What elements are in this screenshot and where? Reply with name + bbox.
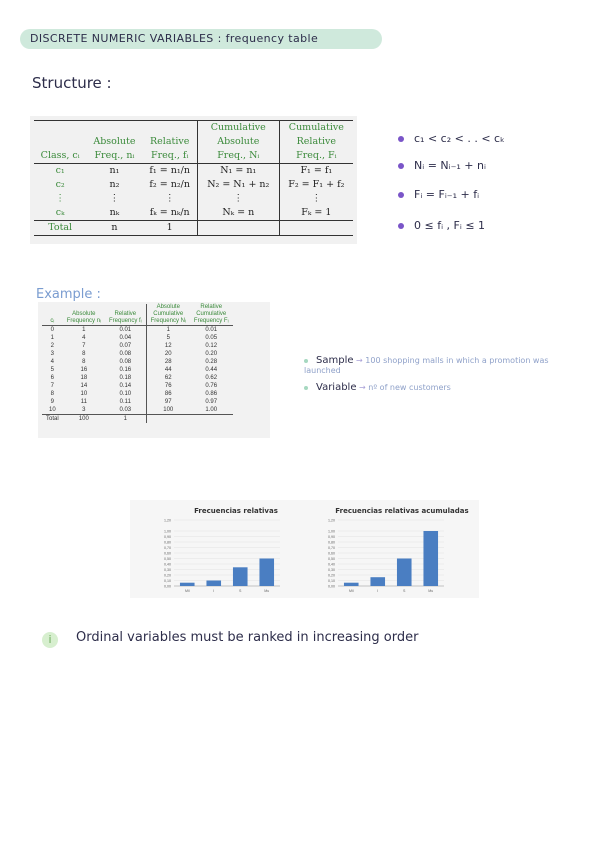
header-cell (86, 121, 142, 136)
header-cell: Freq., Fᵢ (279, 149, 353, 164)
header-cell: Relative (114, 311, 137, 317)
table-cell: 5 (146, 334, 190, 342)
header-cell: Relative (200, 304, 223, 310)
header-cell (42, 304, 63, 311)
bullet-item (398, 219, 485, 232)
y-tick-label: 0,10 (328, 579, 335, 583)
header-cell: Frequency Fᵢ (190, 318, 233, 326)
table-cell: c₁ (55, 165, 65, 176)
table-cell: 20 (146, 350, 190, 358)
table-cell: ⋮ (55, 193, 65, 204)
chart-title: Frecuencias relativas (194, 507, 278, 515)
table-cell: 1 (82, 327, 86, 333)
header-cell: Cumulative (196, 311, 227, 317)
header-cell: Cumulative (146, 311, 190, 318)
header-cell: Frequency Nᵢ (146, 318, 190, 326)
table-cell: 6 (50, 375, 55, 381)
sample-note (304, 355, 580, 375)
table-cell: f₁ = n₁/n (149, 165, 190, 176)
bullet-dot-icon (398, 136, 404, 142)
table-cell (190, 415, 233, 424)
table-row (34, 164, 353, 179)
table-cell: 0.20 (205, 351, 218, 357)
table-cell: 0.14 (119, 383, 132, 389)
table-row (42, 406, 233, 415)
table-row (42, 326, 233, 335)
header-cell (34, 135, 86, 149)
header-cell: Class, cᵢ (34, 149, 86, 164)
table-cell: 2 (50, 343, 55, 349)
bullet-item (398, 132, 505, 145)
header-cell (34, 121, 86, 136)
example-table-container (38, 302, 270, 438)
y-tick-label: 0,80 (328, 540, 335, 545)
info-icon: i (42, 632, 58, 648)
table-cell: 4 (50, 359, 55, 365)
bar (180, 583, 195, 586)
y-tick-label: 0,20 (164, 573, 171, 578)
table-cell: 0.28 (205, 359, 218, 365)
table-cell: 0.04 (119, 335, 132, 341)
table-cell: 0.03 (119, 407, 132, 413)
y-tick-label: 0,40 (328, 562, 335, 567)
header-cell: cᵢ (42, 318, 63, 326)
table-cell: 12 (146, 342, 190, 350)
table-row (42, 374, 233, 382)
y-tick-label: 0,10 (164, 579, 171, 583)
note-text: nº of new customers (368, 383, 451, 392)
y-tick-label: 1,00 (328, 529, 335, 534)
page-title: DISCRETE NUMERIC VARIABLES : frequency table (20, 29, 382, 49)
y-tick-label: 1,00 (164, 529, 171, 534)
table-cell: 8 (82, 359, 86, 365)
table-row (42, 398, 233, 406)
table-cell: F₂ = F₁ + f₂ (279, 178, 353, 192)
table-cell: n₂ (109, 179, 120, 190)
header-cell: Cumulative (197, 121, 279, 136)
table-cell: 1 (105, 415, 146, 424)
table-row (42, 342, 233, 350)
y-tick-label: 0,00 (164, 584, 171, 589)
structure-table-container (30, 116, 357, 244)
bullet-item (398, 159, 486, 172)
table-row (42, 382, 233, 390)
bar (259, 559, 274, 587)
table-cell: N₂ = N₁ + n₂ (197, 178, 279, 192)
table-cell: cₖ (55, 207, 65, 218)
bullet-dot-icon (304, 386, 308, 390)
table-cell: 1 (143, 221, 198, 236)
table-row (42, 366, 233, 374)
table-cell: c₂ (55, 179, 65, 190)
table-cell: 44 (146, 366, 190, 374)
table-cell: 0.18 (119, 375, 132, 381)
table-cell: ⋮ (279, 192, 353, 206)
table-cell: fₖ = nₖ/n (149, 207, 190, 218)
table-cell: 7 (82, 343, 86, 349)
table-cell: F₁ = f₁ (279, 164, 353, 179)
table-row (34, 178, 353, 192)
table-cell: 18 (80, 375, 88, 381)
table-cell: 0.44 (205, 367, 218, 373)
header-cell: Absolute (197, 135, 279, 149)
table-cell: ⋮ (109, 193, 120, 204)
header-cell: Frequency fᵢ (105, 318, 146, 326)
bullet-text: Fᵢ = Fᵢ₋₁ + fᵢ (414, 188, 480, 201)
table-row (34, 206, 353, 221)
bar (206, 581, 221, 587)
table-cell: 28 (146, 358, 190, 366)
table-cell: 10 (80, 391, 88, 397)
table-cell: 0.12 (205, 343, 218, 349)
table-row (42, 358, 233, 366)
header-cell: Freq., fᵢ (143, 149, 198, 164)
table-cell: 0.86 (205, 391, 218, 397)
table-cell: 4 (82, 335, 86, 341)
header-cell: Relative (279, 135, 353, 149)
table-cell: 0.05 (205, 335, 218, 341)
table-cell: 3 (50, 351, 55, 357)
table-cell: 0.08 (119, 351, 132, 357)
table-cell: 0.01 (119, 327, 132, 333)
bullet-dot-icon (398, 192, 404, 198)
table-cell: 0.16 (119, 367, 132, 373)
header-cell (143, 121, 198, 136)
arrow-right-icon: → (356, 356, 363, 365)
bullet-dot-icon (398, 223, 404, 229)
table-row (42, 350, 233, 358)
note-text: 100 shopping malls in which a promotion was launched (304, 356, 549, 375)
y-tick-label: 0,30 (328, 568, 335, 572)
table-cell: 1.00 (205, 407, 218, 413)
y-tick-label: 0,50 (164, 557, 171, 561)
table-cell: 0.76 (205, 383, 218, 389)
table-cell: f₂ = n₂/n (149, 179, 190, 190)
table-cell: 0.11 (119, 399, 131, 405)
y-tick-label: 0,60 (328, 551, 335, 556)
y-tick-label: 0,40 (164, 562, 171, 567)
y-tick-label: 0,20 (328, 573, 335, 578)
ordinal-note: Ordinal variables must be ranked in increasing order (76, 630, 419, 645)
table-cell: 16 (80, 367, 88, 373)
charts-panel (130, 500, 479, 598)
x-tick-label: Mil (184, 589, 190, 593)
structure-table (34, 120, 353, 236)
x-tick-label: I (213, 589, 215, 593)
header-cell (105, 304, 146, 311)
y-tick-label: 0,90 (328, 535, 335, 539)
y-tick-label: 0,50 (328, 557, 335, 561)
header-cell (63, 304, 105, 311)
table-cell (279, 221, 353, 236)
bullet-text: 0 ≤ fᵢ , Fᵢ ≤ 1 (414, 219, 486, 232)
table-row (42, 334, 233, 342)
x-tick-label: S (239, 589, 242, 593)
y-tick-label: 0,00 (328, 584, 335, 589)
table-cell: 8 (82, 351, 86, 357)
table-cell: 1 (50, 335, 55, 341)
bar (397, 559, 412, 587)
y-tick-label: 0,30 (164, 568, 171, 572)
table-cell: 62 (146, 374, 190, 382)
bar (344, 583, 359, 586)
note-label: Sample (316, 355, 354, 366)
arrow-right-icon: → (359, 383, 366, 392)
table-cell: ⋮ (197, 192, 279, 206)
table-cell: 14 (80, 383, 88, 389)
table-cell: 97 (146, 398, 190, 406)
table-cell: 5 (50, 367, 55, 373)
table-cell: 0.97 (205, 399, 218, 405)
table-row (34, 192, 353, 206)
bullet-text: Nᵢ = Nᵢ₋₁ + nᵢ (414, 159, 486, 172)
example-heading: Example : (36, 287, 101, 302)
x-tick-label: I (377, 589, 379, 593)
bullet-dot-icon (398, 163, 404, 169)
table-row (42, 390, 233, 398)
y-tick-label: 0,90 (164, 535, 171, 539)
table-cell: N₁ = n₁ (197, 164, 279, 179)
y-tick-label: 0,70 (328, 546, 335, 550)
header-cell: Freq., Nᵢ (197, 149, 279, 164)
note-label: Variable (316, 382, 357, 393)
x-tick-label: Mu (264, 589, 270, 593)
table-total-row (34, 221, 353, 236)
table-cell: 8 (50, 391, 55, 397)
table-cell: 0.07 (119, 343, 132, 349)
y-tick-label: 1,20 (164, 518, 171, 523)
table-cell: Nₖ = n (197, 206, 279, 221)
table-cell: n₁ (109, 165, 120, 176)
table-cell: Total (34, 221, 86, 236)
table-cell: 0.08 (119, 359, 132, 365)
bullet-dot-icon (304, 359, 308, 363)
header-cell: Absolute (93, 136, 136, 147)
table-cell: 100 (146, 406, 190, 415)
bar (423, 531, 438, 586)
bullet-text: c₁ < c₂ < . . < cₖ (414, 132, 505, 145)
charts-svg (130, 500, 479, 598)
table-cell: 100 (63, 415, 105, 424)
header-cell (42, 311, 63, 318)
header-cell: Absolute (146, 304, 190, 311)
header-cell: Relative (150, 136, 190, 147)
header-cell: Cumulative (279, 121, 353, 136)
y-tick-label: 0,60 (164, 551, 171, 556)
table-cell: 0.10 (119, 391, 132, 397)
structure-heading: Structure : (32, 74, 112, 92)
table-cell: 76 (146, 382, 190, 390)
x-tick-label: S (403, 589, 406, 593)
table-cell: 3 (82, 407, 86, 413)
table-cell: 0.62 (205, 375, 218, 381)
table-cell: 11 (80, 399, 87, 405)
table-total-row (42, 415, 233, 424)
table-cell: 1 (146, 326, 190, 335)
table-cell: 0.01 (205, 327, 218, 333)
table-cell: 7 (50, 383, 55, 389)
bullet-item (398, 188, 479, 201)
y-tick-label: 0,70 (164, 546, 171, 550)
header-cell: Absolute (72, 311, 96, 317)
y-tick-label: 0,80 (164, 540, 171, 545)
x-tick-label: Mil (348, 589, 354, 593)
table-cell (197, 221, 279, 236)
table-cell: Total (42, 415, 63, 424)
x-tick-label: Mu (428, 589, 434, 593)
example-table (42, 304, 233, 423)
y-tick-label: 1,20 (328, 518, 335, 523)
header-cell: Freq., nᵢ (86, 149, 142, 164)
table-cell: Fₖ = 1 (279, 206, 353, 221)
table-cell: nₖ (109, 207, 120, 218)
table-cell: n (86, 221, 142, 236)
table-cell: 10 (49, 407, 56, 413)
bar (370, 577, 385, 586)
table-cell: 86 (146, 390, 190, 398)
bar (233, 567, 248, 586)
variable-note (304, 382, 580, 393)
chart-title: Frecuencias relativas acumuladas (335, 507, 469, 515)
header-cell: Frequency nᵢ (63, 318, 105, 326)
table-cell: 9 (50, 399, 55, 405)
table-cell: ⋮ (164, 193, 175, 204)
table-cell: 0 (50, 327, 55, 333)
table-cell (146, 415, 190, 424)
